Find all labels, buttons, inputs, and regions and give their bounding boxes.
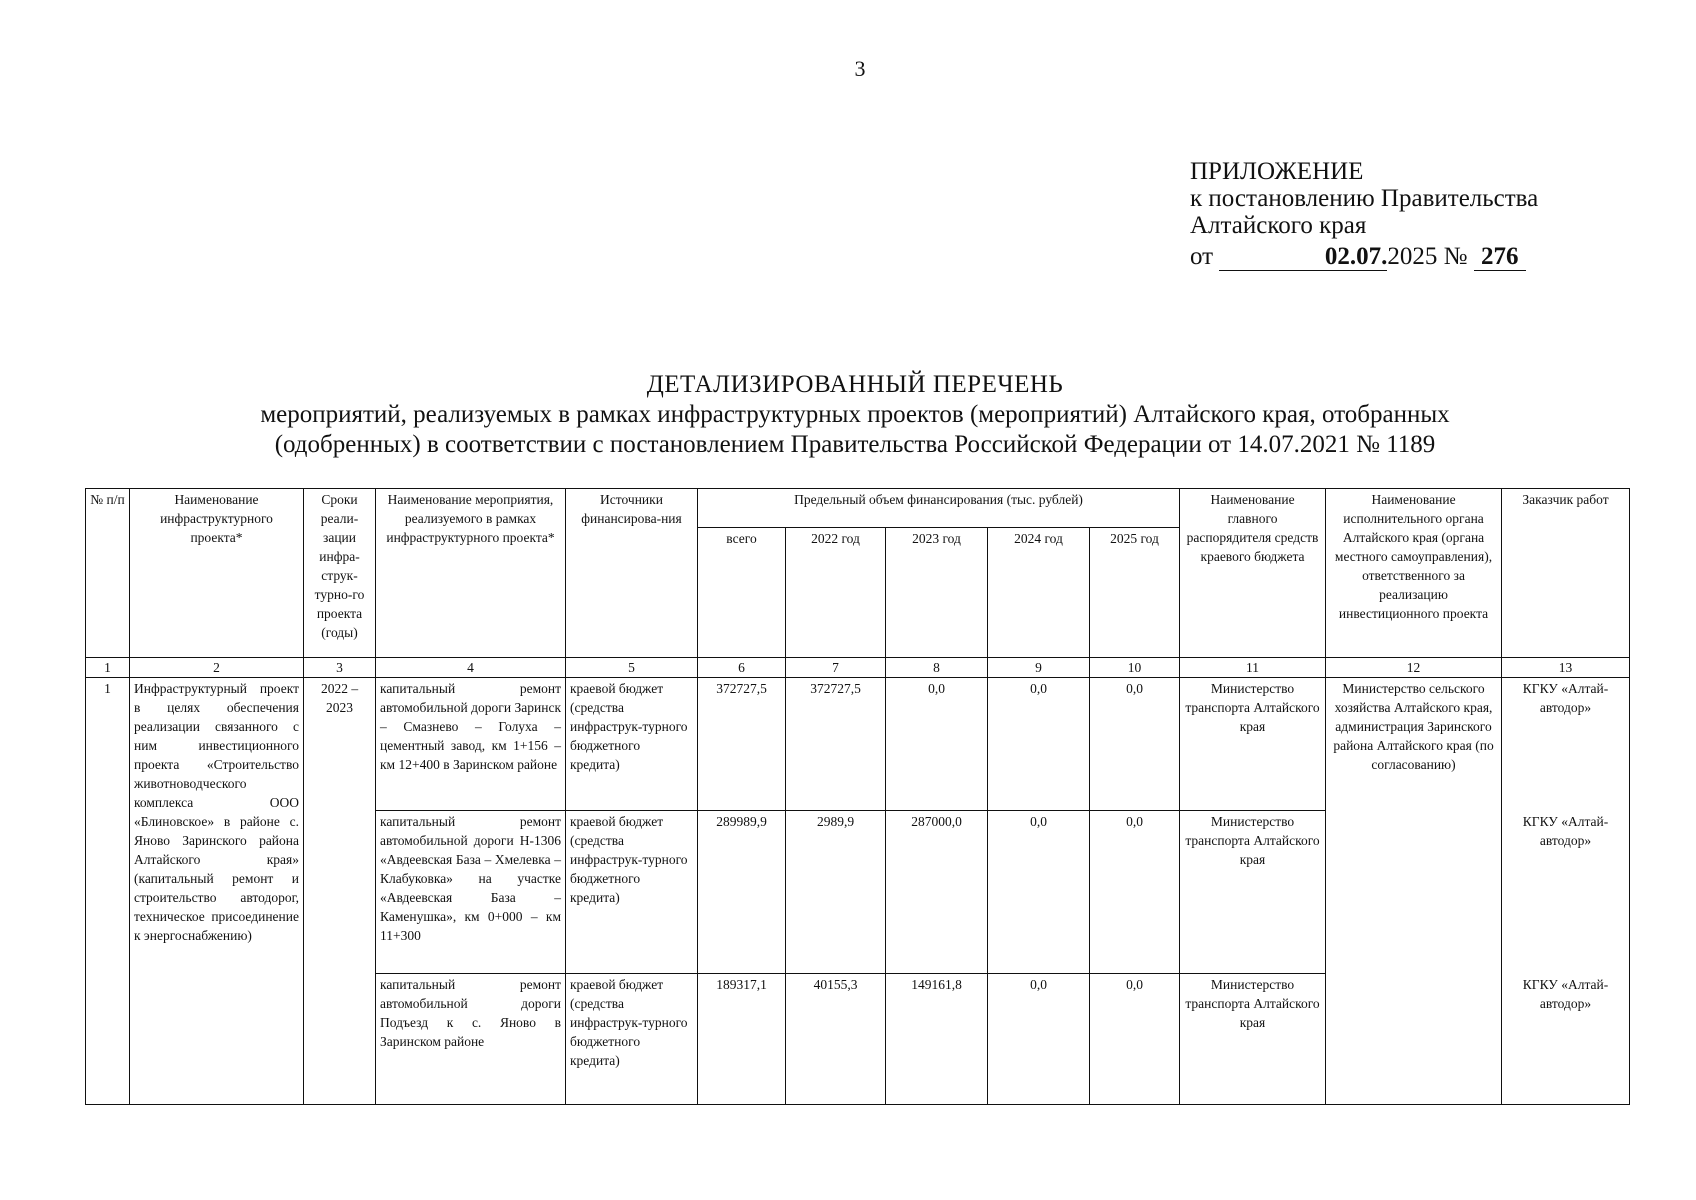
header-2022: 2022 год [786,528,886,658]
responsible-executor: Министерство сельского хозяйства Алтайского края, администрация Заринского района Алтайского края (по согласованию) [1326,678,1502,1105]
event-name: капитальный ремонт автомобильной дороги Н-1306 «Авдеевская База – Хмелевка – Клабуковка» на участке «Авдеевская База – Каменушка», км 0+000 – км 11+300 [376,811,566,974]
appendix-title: ПРИЛОЖЕНИЕ [1190,158,1364,185]
amount-2022: 2989,9 [786,811,886,974]
amount-2025: 0,0 [1090,974,1180,1105]
event-name: капитальный ремонт автомобильной дороги Подъезд к с. Яново в Заринском районе [376,974,566,1105]
appendix-block [1190,158,1538,271]
amount-total: 372727,5 [698,678,786,811]
amount-2023: 287000,0 [886,811,988,974]
appendix-date: 02.07. [1219,243,1387,271]
header-event: Наименование мероприятия, реализуемого в рамках инфраструктурного проекта* [376,489,566,658]
column-number: 11 [1180,658,1326,678]
header-total: всего [698,528,786,658]
work-customer: КГКУ «Алтай-автодор» [1502,811,1630,974]
column-numbers-row [86,658,1630,678]
header-terms: Сроки реали-зации инфра-струк-турно-го проекта (годы) [304,489,376,658]
column-number: 10 [1090,658,1180,678]
title-line-3: (одобренных) в соответствии с постановлением Правительства Российской Федерации от 14.07.2021 № 1189 [274,431,1436,458]
column-number: 2 [130,658,304,678]
table-row [86,678,1630,811]
event-name: капитальный ремонт автомобильной дороги Заринск – Смазнево – Голуха – цементный завод, км 1+156 – км 12+400 в Заринском районе [376,678,566,811]
header-executor: Наименование исполнительного органа Алтайского края (органа местного самоуправления), ответственного за реализацию инвестиционного проекта [1326,489,1502,658]
work-customer: КГКУ «Алтай-автодор» [1502,678,1630,811]
header-customer: Заказчик работ [1502,489,1630,658]
amount-2024: 0,0 [988,678,1090,811]
column-number: 3 [304,658,376,678]
page-number: 3 [854,56,866,81]
project-terms: 2022 – 2023 [304,678,376,1105]
appendix-year: 2025 № [1387,243,1468,270]
column-number: 4 [376,658,566,678]
funding-source: краевой бюджет (средства инфраструк-турного бюджетного кредита) [566,811,698,974]
funding-source: краевой бюджет (средства инфраструк-турного бюджетного кредита) [566,974,698,1105]
amount-2025: 0,0 [1090,811,1180,974]
appendix-number: 276 [1474,243,1526,271]
appendix-from-label: от [1190,243,1214,270]
column-number: 13 [1502,658,1630,678]
amount-2023: 0,0 [886,678,988,811]
amount-2022: 372727,5 [786,678,886,811]
column-number: 6 [698,658,786,678]
amount-2025: 0,0 [1090,678,1180,811]
amount-2022: 40155,3 [786,974,886,1105]
header-limit: Предельный объем финансирования (тыс. рублей) [698,489,1180,528]
funding-source: краевой бюджет (средства инфраструк-турного бюджетного кредита) [566,678,698,811]
appendix-order-line [1190,243,1538,271]
header-num: № п/п [86,489,130,658]
title-main: ДЕТАЛИЗИРОВАННЫЙ ПЕРЕЧЕНЬ [646,371,1064,398]
amount-total: 289989,9 [698,811,786,974]
budget-manager: Министерство транспорта Алтайского края [1180,678,1326,811]
header-2023: 2023 год [886,528,988,658]
budget-manager: Министерство транспорта Алтайского края [1180,974,1326,1105]
amount-total: 189317,1 [698,974,786,1105]
financing-table [85,488,1630,1105]
amount-2024: 0,0 [988,974,1090,1105]
amount-2023: 149161,8 [886,974,988,1105]
header-project: Наименование инфраструктурного проекта* [130,489,304,658]
budget-manager: Министерство транспорта Алтайского края [1180,811,1326,974]
header-manager: Наименование главного распорядителя средств краевого бюджета [1180,489,1326,658]
header-2024: 2024 год [988,528,1090,658]
column-number: 12 [1326,658,1502,678]
amount-2024: 0,0 [988,811,1090,974]
project-num: 1 [86,678,130,1105]
title-line-2: мероприятий, реализуемых в рамках инфраструктурных проектов (мероприятий) Алтайского края, отобранных [260,401,1450,428]
appendix-line-3: Алтайского края [1190,212,1367,239]
header-row-1 [86,489,1630,528]
header-2025: 2025 год [1090,528,1180,658]
column-number: 1 [86,658,130,678]
document-title [160,370,1550,460]
column-number: 5 [566,658,698,678]
column-number: 7 [786,658,886,678]
work-customer: КГКУ «Алтай-автодор» [1502,974,1630,1105]
project-name: Инфраструктурный проект в целях обеспечения реализации связанного с ним инвестиционного проекта «Строительство животноводческого комплекса ООО «Блиновское» в районе с. Яново Заринского района Алтайского края» (капитальный ремонт и строительство автодорог, техническое присоединение к энергоснабжению) [130,678,304,1105]
column-number: 8 [886,658,988,678]
column-number: 9 [988,658,1090,678]
header-sources: Источники финансирова-ния [566,489,698,658]
appendix-line-2: к постановлению Правительства [1190,185,1539,212]
